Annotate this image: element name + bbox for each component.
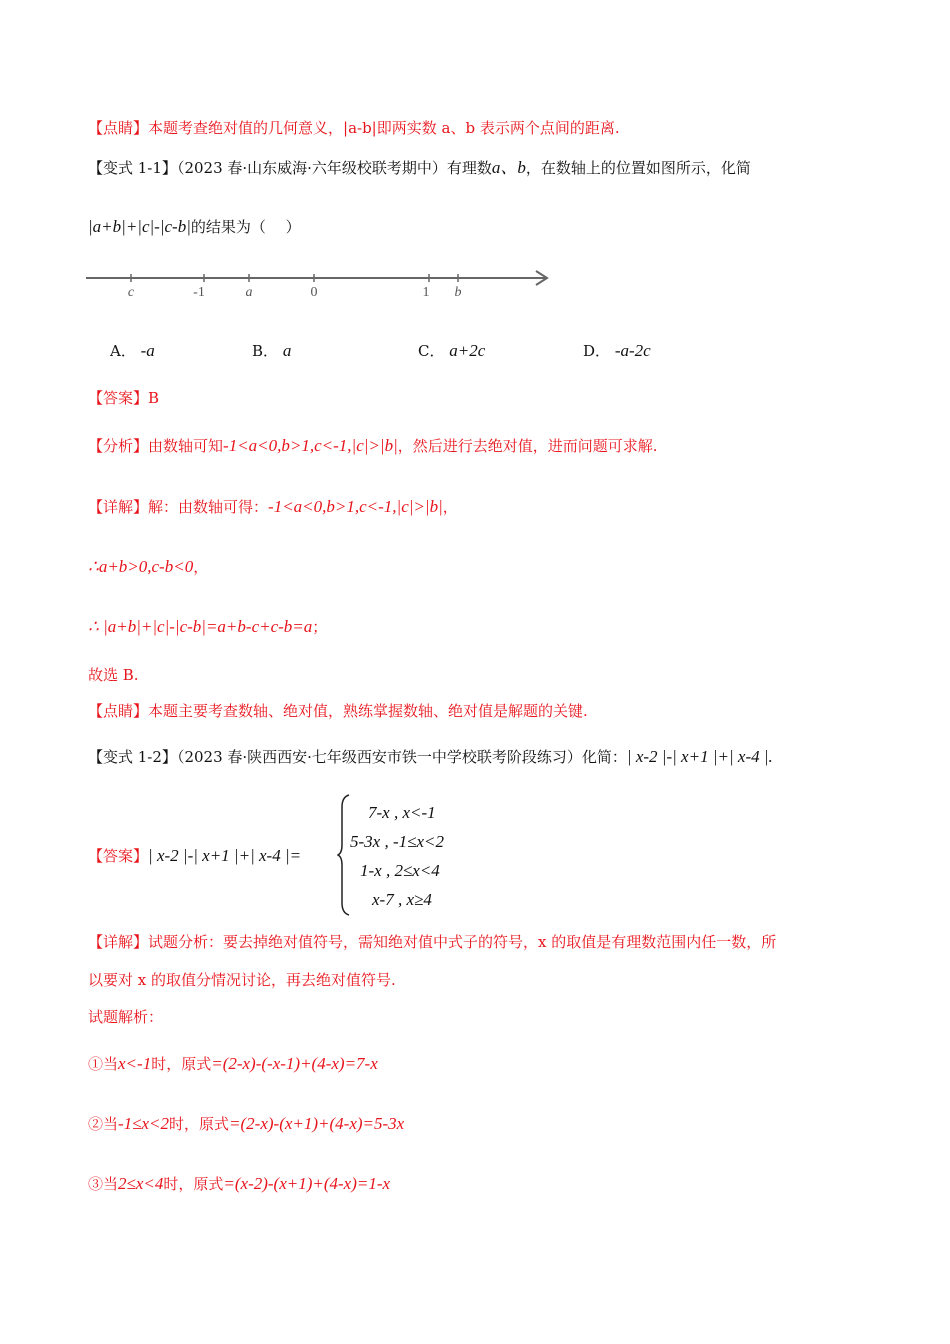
step2-math: ∴ |a+b|+|c|-|c-b|=a+b-c+c-b=a [88, 617, 313, 636]
step-cond: -1≤x<2 [118, 1114, 170, 1133]
step-mid: 时，原式 [151, 1055, 212, 1073]
note-text-2: 本题主要考查数轴、绝对值，熟练掌握数轴、绝对值是解题的关键. [148, 702, 588, 720]
variant-tag: 【变式 1-1】 [88, 159, 177, 177]
variant-1-2-heading [88, 746, 773, 767]
parse-label: 试题解析： [88, 1008, 164, 1026]
case-step-2 [88, 1113, 404, 1134]
analysis-intro: 由数轴可知 [148, 437, 224, 455]
step-cond: 2≤x<4 [118, 1174, 164, 1193]
detail-tag: 【详解】 [88, 498, 149, 516]
detail-2-text1: 试题分析：要去掉绝对值符号，需知绝对值中式子的符号，x 的取值是有理数范围内任一数，所 [148, 933, 777, 951]
step-expr: =(2-x)-(x+1)+(4-x)=5-3x [229, 1114, 405, 1133]
answer-2-lhs: | x-2 |-| x+1 |+| x-4 |= [148, 846, 302, 865]
note-tag-2: 【点睛】 [88, 702, 149, 720]
step-prefix: ③当 [88, 1175, 119, 1193]
detail-line [88, 496, 458, 517]
analysis-line [88, 435, 658, 456]
step-expr: =(2-x)-(-x-1)+(4-x)=7-x [211, 1054, 378, 1073]
variant-source: （2023 春·山东威海·六年级校联考期中）有理数 [176, 159, 492, 177]
detail-math: -1<a<0,b>1,c<-1,|c|>|b| [268, 497, 443, 516]
label-neg1: -1 [193, 285, 205, 300]
option-c-letter: C． [418, 342, 445, 360]
step-prefix: ②当 [88, 1115, 119, 1133]
case-2: 5-3x , -1≤x<2 [350, 832, 444, 851]
question-tail: 的结果为（ ） [190, 218, 301, 236]
answer-line [88, 387, 159, 408]
variant-text-after: ，在数轴上的位置如图所示，化简 [525, 159, 751, 177]
answer-value: B [148, 389, 160, 407]
answer-2-line [88, 845, 301, 866]
step2-line [88, 616, 327, 637]
analysis-tail: ，然后进行去绝对值，进而问题可求解. [397, 437, 658, 455]
label-b: b [454, 285, 462, 300]
step-mid: 时，原式 [163, 1175, 224, 1193]
option-a [110, 340, 155, 361]
detail-2-tag: 【详解】 [88, 933, 149, 951]
option-d [583, 340, 651, 361]
variant-vars: a、b [491, 158, 526, 177]
detail-tail: ， [442, 498, 458, 516]
option-a-value: -a [140, 341, 155, 360]
option-c-value: a+2c [449, 341, 486, 360]
label-c: c [127, 285, 135, 300]
detail-2-line1 [88, 931, 776, 952]
step-expr: =(x-2)-(x+1)+(4-x)=1-x [223, 1174, 391, 1193]
option-a-letter: A． [110, 342, 136, 360]
option-c [418, 340, 485, 361]
answer-2-tag: 【答案】 [88, 847, 149, 865]
note-line [88, 700, 588, 721]
analysis-math: -1<a<0,b>1,c<-1,|c|>|b| [223, 436, 398, 455]
variant-1-1-heading [88, 153, 751, 178]
case-step-1 [88, 1053, 378, 1074]
question-expression: |a+b|+|c|-|c-b| [88, 217, 191, 236]
option-b [252, 340, 291, 361]
note-text: 本题考查绝对值的几何意义，|a-b|即两实数 a、b 表示两个点间的距离. [148, 119, 620, 137]
note-tag: 【点睛】 [88, 119, 149, 137]
option-d-value: -a-2c [614, 341, 651, 360]
case-3: 1-x , 2≤x<4 [360, 861, 440, 880]
case-4: x-7 , x≥4 [372, 890, 432, 909]
variant-2-source: （2023 春·陕西西安·七年级西安市铁一中学校联考阶段练习）化简： [176, 748, 627, 766]
piecewise-brace-icon [337, 793, 351, 917]
step2-tail: ； [312, 618, 328, 636]
top-note [88, 117, 620, 138]
step1-line [88, 556, 208, 577]
conclusion-line: 故选 B. [88, 666, 139, 684]
step-mid: 时，原式 [169, 1115, 230, 1133]
step-prefix: ①当 [88, 1055, 119, 1073]
number-line-figure [84, 265, 554, 305]
step1-math: ∴a+b>0,c-b<0 [88, 557, 194, 576]
detail-2-line2: 以要对 x 的取值分情况讨论，再去绝对值符号. [88, 971, 396, 989]
option-b-value: a [282, 341, 292, 360]
analysis-tag: 【分析】 [88, 437, 149, 455]
label-1: 1 [422, 285, 430, 300]
detail-intro: 解：由数轴可得： [148, 498, 269, 516]
label-a: a [245, 285, 253, 300]
case-1: 7-x , x<-1 [368, 803, 436, 822]
case-step-3 [88, 1173, 390, 1194]
step1-tail: ， [193, 558, 209, 576]
option-b-letter: B． [252, 342, 279, 360]
option-d-letter: D． [583, 342, 611, 360]
question-expression-line [88, 216, 301, 237]
answer-tag: 【答案】 [88, 389, 149, 407]
variant-2-expression: | x-2 |-| x+1 |+| x-4 |. [626, 747, 773, 766]
step-cond: x<-1 [118, 1054, 152, 1073]
variant-2-tag: 【变式 1-2】 [88, 748, 177, 766]
label-0: 0 [310, 285, 318, 300]
